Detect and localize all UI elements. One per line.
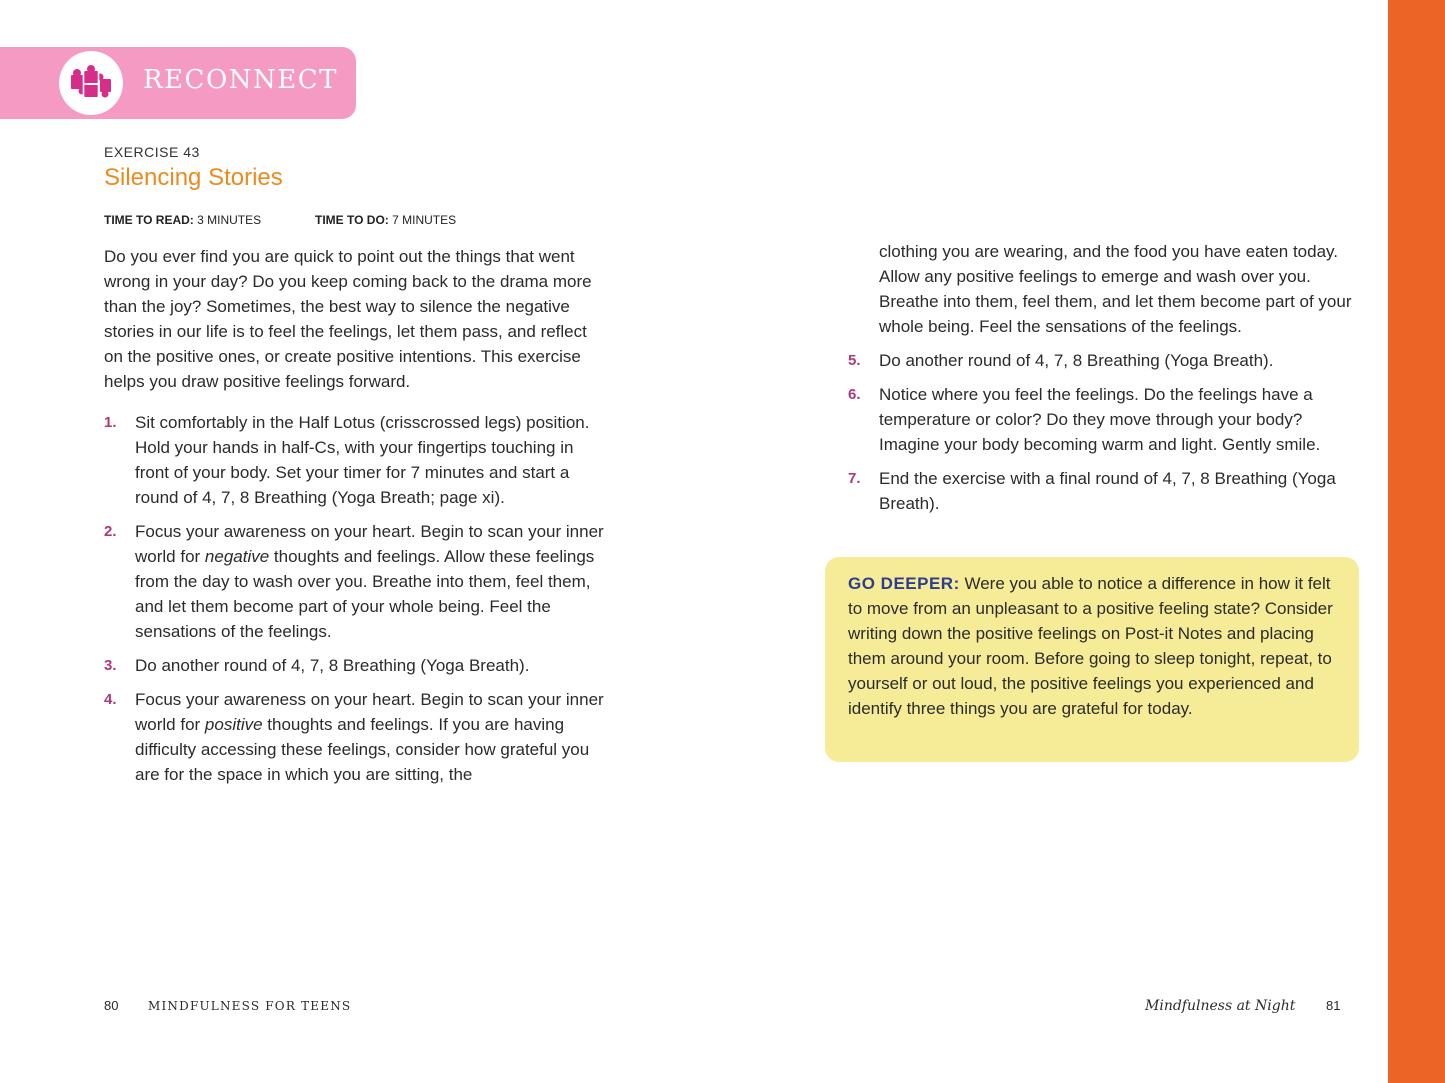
intro-text: Do you ever find you are quick to point out the things that went wrong in your day? Do you keep coming back to the drama more than the joy? Sometimes, the best way to silence the negative stories in our life is to feel the feelings, let them pass, and reflect on the positive ones, or create positive intentions. This exercise helps you draw positive feelings forward.: [104, 247, 592, 391]
go-deeper-body: [848, 571, 1343, 721]
section-title-footer: Mindfulness at Night: [1145, 998, 1296, 1014]
step-text: Sit comfortably in the Half Lotus (crisscrossed legs) position. Hold your hands in half-Cs, with your fingertips touching in front of your body. Set your timer for 7 minutes and start a round of 4, 7, 8 Breathing (Yoga Breath; page xi).: [135, 413, 590, 507]
step-2: [104, 519, 604, 644]
step-text: thoughts and feelings. If you are having difficulty accessing these feelings, consider how grateful you are for the space in which you are sitting, the: [135, 715, 590, 784]
step-text: Notice where you feel the feelings. Do the feelings have a temperature or color? Do they move through your body? Imagine your body becoming warm and light. Gently smile.: [879, 385, 1321, 454]
time-to-read-label: TIME TO READ:: [104, 213, 194, 227]
step-text: Focus your awareness on your heart. Begin to scan your inner world for: [135, 690, 604, 734]
step-7: [848, 466, 1353, 516]
step-4-continued: clothing you are wearing, and the food you have eaten today. Allow any positive feelings to emerge and wash over you. Breathe into them, feel them, and let them become part of your whole being. Feel the sensations of the feelings.: [879, 242, 1352, 336]
step-emphasis: positive: [204, 715, 263, 734]
step-number: 7.: [848, 470, 861, 487]
intro-paragraph: [104, 244, 604, 394]
page-edge-color-band: [1388, 0, 1445, 1083]
step-6: [848, 382, 1353, 457]
step-3: [104, 653, 604, 678]
step-4: [104, 687, 604, 787]
step-number: 3.: [104, 657, 117, 674]
step-text: End the exercise with a final round of 4, 7, 8 Breathing (Yoga Breath).: [879, 469, 1336, 513]
time-to-do: [315, 213, 456, 227]
step-text: Focus your awareness on your heart. Begin to scan your inner world for: [135, 522, 604, 566]
exercise-number: EXERCISE 43: [104, 144, 200, 160]
step-emphasis: negative: [204, 547, 270, 566]
go-deeper-text: Were you able to notice a difference in how it felt to move from an unpleasant to a positive feeling state? Consider writing down the positive feelings on Post-it Notes and placing them around your room. Before going to sleep tonight, repeat, to yourself or out loud, the positive feelings you experienced and identify three things you are grateful for today.: [848, 574, 1333, 718]
step-number: 1.: [104, 414, 117, 431]
steps-list-left: [104, 410, 604, 796]
banner-title: RECONNECT: [143, 65, 338, 95]
steps-list-right: [848, 239, 1353, 525]
banner-icon-circle: [59, 51, 123, 115]
step-text: Do another round of 4, 7, 8 Breathing (Yoga Breath).: [879, 351, 1274, 370]
go-deeper-label: GO DEEPER:: [848, 574, 960, 593]
step-number: 6.: [848, 386, 861, 403]
section-banner: [0, 47, 356, 119]
puzzle-icon: [65, 57, 117, 109]
time-to-do-label: TIME TO DO:: [315, 213, 389, 227]
step-number: 2.: [104, 523, 117, 540]
book-title-footer: MINDFULNESS FOR TEENS: [148, 999, 352, 1013]
right-page-number: 81: [1326, 998, 1341, 1013]
time-to-read: [104, 213, 261, 227]
time-to-read-value: 3 MINUTES: [197, 213, 262, 227]
step-text: Do another round of 4, 7, 8 Breathing (Yoga Breath).: [135, 656, 530, 675]
exercise-title: Silencing Stories: [104, 164, 283, 191]
time-to-do-value: 7 MINUTES: [392, 213, 457, 227]
step-text: thoughts and feelings. Allow these feelings from the day to wash over you. Breathe into them, feel them, and let them become part of your whole being. Feel the sensations of the feelings.: [135, 547, 595, 641]
go-deeper-callout: [825, 557, 1359, 762]
step-1: [104, 410, 604, 510]
left-page-number: 80: [104, 998, 119, 1013]
step-number: 5.: [848, 352, 861, 369]
step-number: 4.: [104, 691, 117, 708]
step-5: [848, 348, 1353, 373]
